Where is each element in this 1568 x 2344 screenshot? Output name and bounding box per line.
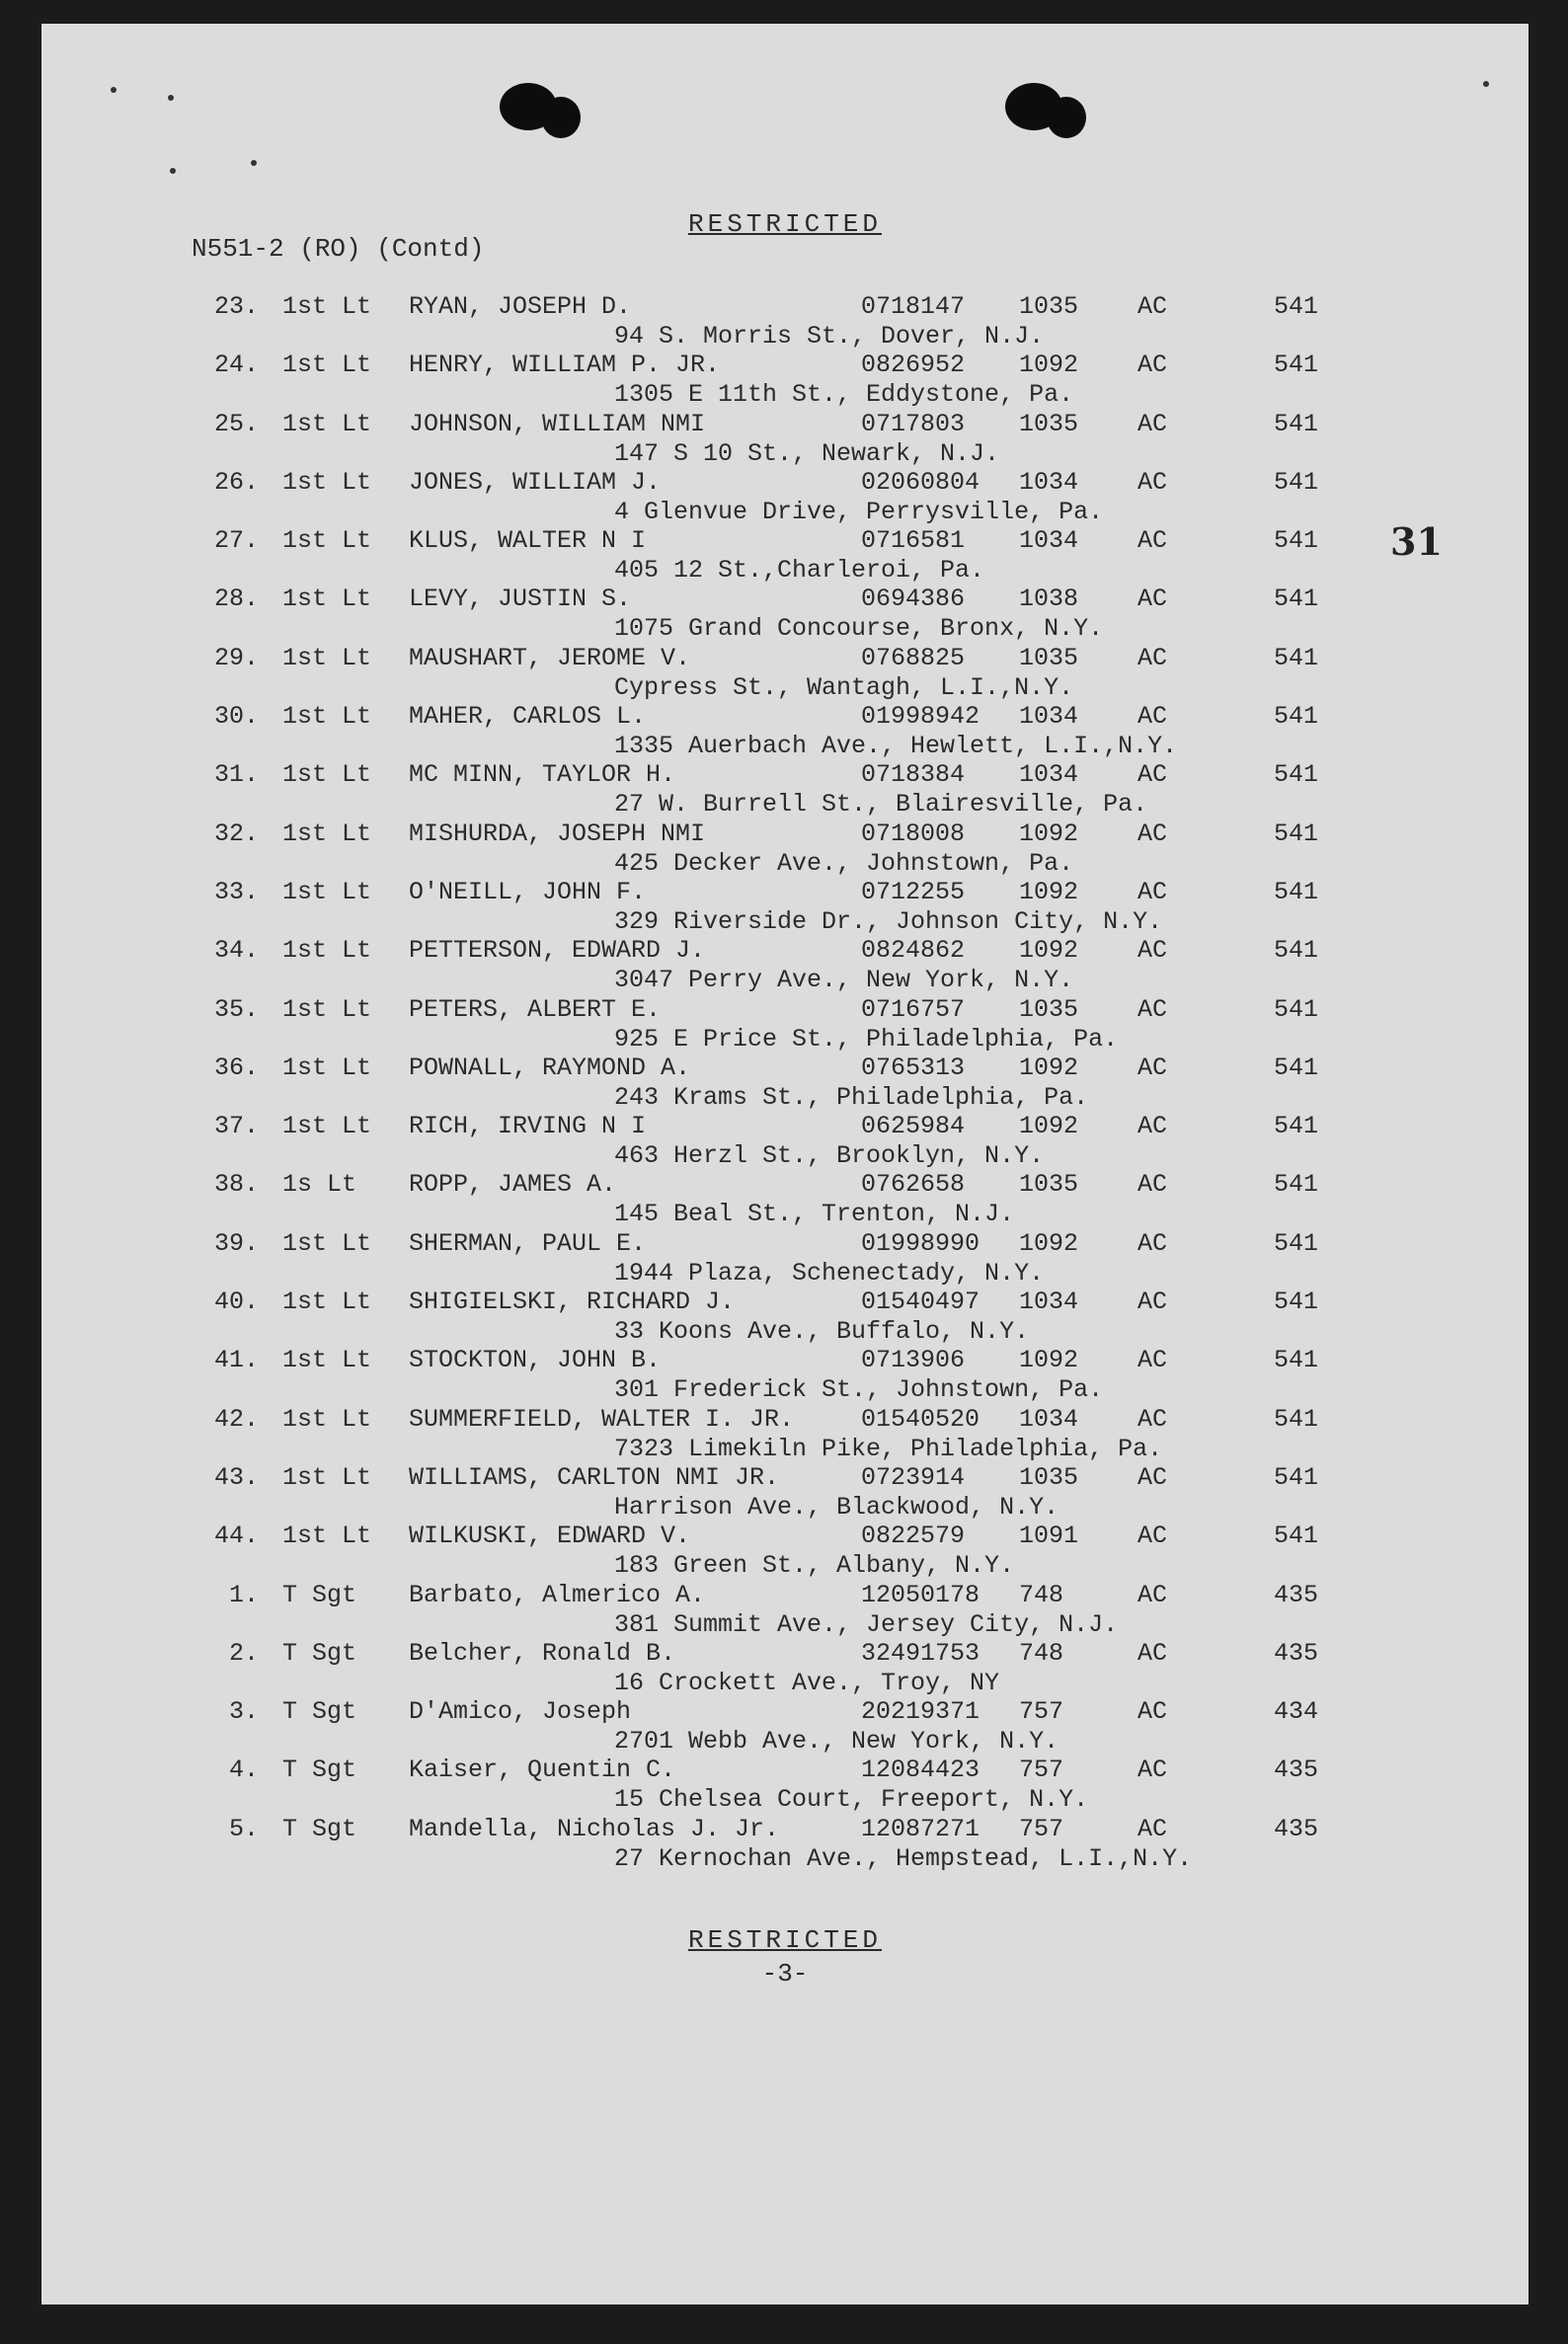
entry-name: WILLIAMS, CARLTON NMI JR. — [409, 1462, 780, 1492]
entry-address: 147 S 10 St., Newark, N.J. — [614, 438, 1000, 468]
entry-code: 1092 — [1019, 1346, 1079, 1375]
entry-branch: AC — [1137, 1462, 1168, 1492]
entry-serial: 02060804 — [861, 467, 980, 497]
entry-name: Barbato, Almerico A. — [409, 1580, 706, 1609]
entry-branch: AC — [1137, 1053, 1168, 1082]
entry-num: 29. — [213, 643, 259, 672]
entry-num: 30. — [213, 702, 259, 732]
entry-code: 1092 — [1019, 877, 1079, 906]
entry-rank: 1st Lt — [282, 1288, 372, 1317]
entry-mos: 541 — [1274, 994, 1319, 1024]
entry-rank: 1st Lt — [282, 526, 372, 556]
entry-branch: AC — [1137, 1522, 1168, 1551]
entry-serial: 0694386 — [861, 585, 966, 614]
entry-address: 4 Glenvue Drive, Perrysville, Pa. — [614, 497, 1104, 526]
entry-num: 28. — [213, 585, 259, 614]
entry-address: Harrison Ave., Blackwood, N.Y. — [614, 1492, 1059, 1522]
entry-serial: 0824862 — [861, 936, 966, 966]
entry-serial: 32491753 — [861, 1638, 980, 1668]
entry-rank: 1st Lt — [282, 936, 372, 966]
speck — [1483, 81, 1489, 87]
entry-code: 1092 — [1019, 351, 1079, 380]
entry-name: Belcher, Ronald B. — [409, 1638, 676, 1668]
entry-address: 301 Frederick St., Johnstown, Pa. — [614, 1375, 1104, 1405]
entry-branch: AC — [1137, 702, 1168, 732]
entry-name: RICH, IRVING N I — [409, 1112, 647, 1141]
entry-branch: AC — [1137, 1638, 1168, 1668]
entry-num: 44. — [213, 1522, 259, 1551]
entry-code: 1034 — [1019, 760, 1079, 790]
page-number: -3- — [761, 1959, 809, 1989]
entry-mos: 541 — [1274, 877, 1319, 906]
roster-entry — [41, 581, 1529, 644]
entry-num: 31. — [213, 760, 259, 790]
roster-entry — [41, 932, 1529, 995]
speck — [251, 160, 257, 166]
entry-code: 1092 — [1019, 936, 1079, 966]
entry-num: 40. — [213, 1288, 259, 1317]
roster-entry — [41, 816, 1529, 878]
entry-code: 1034 — [1019, 526, 1079, 556]
entry-rank: T Sgt — [282, 1756, 357, 1785]
roster-entry — [41, 1401, 1529, 1463]
entry-address: 1305 E 11th St., Eddystone, Pa. — [614, 380, 1074, 410]
entry-branch: AC — [1137, 819, 1168, 848]
entry-serial: 0718384 — [861, 760, 966, 790]
entry-branch: AC — [1137, 643, 1168, 672]
entry-code: 1092 — [1019, 1053, 1079, 1082]
entry-name: PETTERSON, EDWARD J. — [409, 936, 706, 966]
entry-branch: AC — [1137, 877, 1168, 906]
entry-address: 7323 Limekiln Pike, Philadelphia, Pa. — [614, 1434, 1163, 1463]
entry-name: STOCKTON, JOHN B. — [409, 1346, 662, 1375]
entry-branch: AC — [1137, 1346, 1168, 1375]
entry-rank: 1st Lt — [282, 585, 372, 614]
entry-mos: 435 — [1274, 1814, 1319, 1843]
entry-serial: 0713906 — [861, 1346, 966, 1375]
entry-rank: T Sgt — [282, 1580, 357, 1609]
entry-mos: 434 — [1274, 1697, 1319, 1727]
entry-address: 2701 Webb Ave., New York, N.Y. — [614, 1727, 1059, 1757]
entry-code: 748 — [1019, 1580, 1064, 1609]
roster-entry — [41, 1225, 1529, 1288]
entry-address: 329 Riverside Dr., Johnson City, N.Y. — [614, 906, 1163, 936]
entry-name: KLUS, WALTER N I — [409, 526, 647, 556]
entry-rank: 1st Lt — [282, 292, 372, 321]
roster-entry — [41, 1284, 1529, 1347]
restricted-header: RESTRICTED — [687, 209, 883, 239]
entry-mos: 541 — [1274, 467, 1319, 497]
entry-code: 1034 — [1019, 702, 1079, 732]
entry-branch: AC — [1137, 467, 1168, 497]
roster-entry — [41, 406, 1529, 468]
entry-rank: 1s Lt — [282, 1170, 357, 1200]
entry-code: 757 — [1019, 1756, 1064, 1785]
entry-mos: 435 — [1274, 1756, 1319, 1785]
entry-branch: AC — [1137, 1112, 1168, 1141]
entry-branch: AC — [1137, 1288, 1168, 1317]
entry-name: POWNALL, RAYMOND A. — [409, 1053, 691, 1082]
entry-name: Mandella, Nicholas J. Jr. — [409, 1814, 780, 1843]
entry-address: 16 Crockett Ave., Troy, NY — [614, 1668, 1000, 1697]
roster-entry — [41, 1459, 1529, 1522]
roster-entry — [41, 1577, 1529, 1639]
entry-serial: 12050178 — [861, 1580, 980, 1609]
entry-name: HENRY, WILLIAM P. JR. — [409, 351, 721, 380]
entry-name: PETERS, ALBERT E. — [409, 994, 662, 1024]
entry-code: 757 — [1019, 1697, 1064, 1727]
document-reference: N551-2 (RO) (Contd) — [192, 234, 485, 264]
entry-mos: 541 — [1274, 351, 1319, 380]
roster-entry — [41, 464, 1529, 526]
entry-code: 1034 — [1019, 1288, 1079, 1317]
entry-serial: 0768825 — [861, 643, 966, 672]
entry-branch: AC — [1137, 1170, 1168, 1200]
entry-name: LEVY, JUSTIN S. — [409, 585, 632, 614]
roster-entry — [41, 698, 1529, 761]
entry-rank: T Sgt — [282, 1814, 357, 1843]
entry-code: 757 — [1019, 1814, 1064, 1843]
entry-code: 1092 — [1019, 1228, 1079, 1258]
entry-mos: 541 — [1274, 1053, 1319, 1082]
roster-entry — [41, 1811, 1529, 1873]
entry-mos: 435 — [1274, 1638, 1319, 1668]
entry-branch: AC — [1137, 1814, 1168, 1843]
entry-num: 37. — [213, 1112, 259, 1141]
entry-serial: 0712255 — [861, 877, 966, 906]
entry-name: SHIGIELSKI, RICHARD J. — [409, 1288, 736, 1317]
entry-mos: 541 — [1274, 526, 1319, 556]
roster-entry — [41, 522, 1529, 586]
entry-address: 381 Summit Ave., Jersey City, N.J. — [614, 1609, 1119, 1639]
entry-name: JONES, WILLIAM J. — [409, 467, 662, 497]
entry-branch: AC — [1137, 936, 1168, 966]
entry-address: 243 Krams St., Philadelphia, Pa. — [614, 1082, 1089, 1112]
entry-num: 34. — [213, 936, 259, 966]
entry-serial: 0826952 — [861, 351, 966, 380]
entry-mos: 541 — [1274, 292, 1319, 321]
entry-serial: 0762658 — [861, 1170, 966, 1200]
entry-num: 43. — [213, 1462, 259, 1492]
entry-mos: 541 — [1274, 409, 1319, 438]
entry-name: MAHER, CARLOS L. — [409, 702, 647, 732]
document-page — [41, 24, 1529, 2305]
entry-rank: T Sgt — [282, 1638, 357, 1668]
entry-rank: T Sgt — [282, 1697, 357, 1727]
entry-mos: 541 — [1274, 1288, 1319, 1317]
roster-entry — [41, 1752, 1529, 1815]
entry-branch: AC — [1137, 351, 1168, 380]
entry-num: 33. — [213, 877, 259, 906]
entry-serial: 01998942 — [861, 702, 980, 732]
entry-code: 1092 — [1019, 819, 1079, 848]
entry-num: 23. — [213, 292, 259, 321]
entry-address: 94 S. Morris St., Dover, N.J. — [614, 322, 1045, 351]
entry-rank: 1st Lt — [282, 643, 372, 672]
entry-num: 41. — [213, 1346, 259, 1375]
entry-name: MC MINN, TAYLOR H. — [409, 760, 676, 790]
entry-num: 27. — [213, 526, 259, 556]
entry-address: 1944 Plaza, Schenectady, N.Y. — [614, 1258, 1045, 1288]
entry-code: 1035 — [1019, 1170, 1079, 1200]
entry-address: 27 Kernochan Ave., Hempstead, L.I.,N.Y. — [614, 1843, 1193, 1873]
entry-branch: AC — [1137, 1580, 1168, 1609]
roster-entry — [41, 874, 1529, 936]
entry-num: 2. — [228, 1638, 259, 1668]
entry-rank: 1st Lt — [282, 1053, 372, 1082]
entry-name: RYAN, JOSEPH D. — [409, 292, 632, 321]
entry-mos: 541 — [1274, 1346, 1319, 1375]
entry-num: 25. — [213, 409, 259, 438]
entry-address: 425 Decker Ave., Johnstown, Pa. — [614, 848, 1074, 878]
roster-entry — [41, 1166, 1529, 1229]
entry-num: 39. — [213, 1228, 259, 1258]
entry-serial: 0723914 — [861, 1462, 966, 1492]
entry-num: 26. — [213, 467, 259, 497]
entry-branch: AC — [1137, 1697, 1168, 1727]
roster-entry — [41, 1518, 1529, 1581]
entry-serial: 0718008 — [861, 819, 966, 848]
entry-address: 1075 Grand Concourse, Bronx, N.Y. — [614, 614, 1104, 644]
entry-num: 5. — [228, 1814, 259, 1843]
restricted-footer: RESTRICTED — [687, 1925, 883, 1955]
entry-mos: 541 — [1274, 1112, 1319, 1141]
entry-rank: 1st Lt — [282, 351, 372, 380]
entry-branch: AC — [1137, 994, 1168, 1024]
entry-rank: 1st Lt — [282, 1404, 372, 1434]
entry-address: 15 Chelsea Court, Freeport, N.Y. — [614, 1785, 1089, 1815]
speck — [170, 168, 176, 174]
punch-hole-left-b — [541, 97, 581, 138]
entry-name: ROPP, JAMES A. — [409, 1170, 617, 1200]
roster-entry — [41, 1050, 1529, 1112]
entry-code: 1035 — [1019, 643, 1079, 672]
entry-mos: 541 — [1274, 819, 1319, 848]
roster-entry — [41, 1635, 1529, 1697]
entry-mos: 435 — [1274, 1580, 1319, 1609]
entry-mos: 541 — [1274, 643, 1319, 672]
entry-mos: 541 — [1274, 1404, 1319, 1434]
entry-serial: 0765313 — [861, 1053, 966, 1082]
entry-serial: 01998990 — [861, 1228, 980, 1258]
roster-entry — [41, 640, 1529, 702]
entry-mos: 541 — [1274, 585, 1319, 614]
entry-branch: AC — [1137, 585, 1168, 614]
roster-entry — [41, 991, 1529, 1054]
entry-mos: 541 — [1274, 936, 1319, 966]
entry-rank: 1st Lt — [282, 1346, 372, 1375]
entry-num: 4. — [228, 1756, 259, 1785]
entry-branch: AC — [1137, 1756, 1168, 1785]
entry-serial: 0716757 — [861, 994, 966, 1024]
entry-address: 27 W. Burrell St., Blairesville, Pa. — [614, 790, 1148, 820]
entry-num: 35. — [213, 994, 259, 1024]
entry-mos: 541 — [1274, 1170, 1319, 1200]
entry-name: SHERMAN, PAUL E. — [409, 1228, 647, 1258]
entry-num: 38. — [213, 1170, 259, 1200]
entry-address: 463 Herzl St., Brooklyn, N.Y. — [614, 1141, 1045, 1171]
entry-num: 1. — [228, 1580, 259, 1609]
entry-address: 405 12 St.,Charleroi, Pa. — [614, 556, 985, 586]
entry-code: 1091 — [1019, 1522, 1079, 1551]
entry-name: O'NEILL, JOHN F. — [409, 877, 647, 906]
entry-rank: 1st Lt — [282, 409, 372, 438]
entry-name: D'Amico, Joseph — [409, 1697, 632, 1727]
roster-entry — [41, 288, 1529, 351]
entry-rank: 1st Lt — [282, 467, 372, 497]
entry-address: 1335 Auerbach Ave., Hewlett, L.I.,N.Y. — [614, 732, 1178, 761]
roster-entry — [41, 756, 1529, 820]
roster-entry — [41, 347, 1529, 410]
entry-name: MAUSHART, JEROME V. — [409, 643, 691, 672]
entry-num: 36. — [213, 1053, 259, 1082]
entry-name: MISHURDA, JOSEPH NMI — [409, 819, 706, 848]
entry-rank: 1st Lt — [282, 1228, 372, 1258]
entry-branch: AC — [1137, 760, 1168, 790]
entry-code: 1034 — [1019, 467, 1079, 497]
entry-rank: 1st Lt — [282, 1522, 372, 1551]
entry-rank: 1st Lt — [282, 994, 372, 1024]
roster-list — [41, 288, 1529, 1873]
entry-serial: 12087271 — [861, 1814, 980, 1843]
entry-rank: 1st Lt — [282, 819, 372, 848]
entry-serial: 0625984 — [861, 1112, 966, 1141]
entry-branch: AC — [1137, 292, 1168, 321]
entry-serial: 20219371 — [861, 1697, 980, 1727]
entry-mos: 541 — [1274, 760, 1319, 790]
roster-entry — [41, 1108, 1529, 1171]
entry-address: 925 E Price St., Philadelphia, Pa. — [614, 1024, 1119, 1054]
entry-code: 1035 — [1019, 292, 1079, 321]
entry-num: 42. — [213, 1404, 259, 1434]
entry-rank: 1st Lt — [282, 1112, 372, 1141]
entry-code: 1034 — [1019, 1404, 1079, 1434]
entry-serial: 12084423 — [861, 1756, 980, 1785]
speck — [111, 87, 117, 93]
entry-serial: 0822579 — [861, 1522, 966, 1551]
entry-address: 33 Koons Ave., Buffalo, N.Y. — [614, 1317, 1030, 1347]
entry-mos: 541 — [1274, 702, 1319, 732]
entry-rank: 1st Lt — [282, 877, 372, 906]
entry-address: 3047 Perry Ave., New York, N.Y. — [614, 966, 1074, 995]
page-stamp-number: 31 — [1390, 519, 1443, 564]
roster-entry — [41, 1693, 1529, 1757]
entry-rank: 1st Lt — [282, 702, 372, 732]
entry-branch: AC — [1137, 1228, 1168, 1258]
entry-name: JOHNSON, WILLIAM NMI — [409, 409, 706, 438]
entry-mos: 541 — [1274, 1228, 1319, 1258]
entry-serial: 01540497 — [861, 1288, 980, 1317]
entry-mos: 541 — [1274, 1522, 1319, 1551]
entry-serial: 0717803 — [861, 409, 966, 438]
entry-code: 1038 — [1019, 585, 1079, 614]
entry-num: 3. — [228, 1697, 259, 1727]
entry-serial: 0718147 — [861, 292, 966, 321]
entry-branch: AC — [1137, 1404, 1168, 1434]
entry-code: 748 — [1019, 1638, 1064, 1668]
entry-num: 32. — [213, 819, 259, 848]
entry-code: 1035 — [1019, 994, 1079, 1024]
entry-address: 183 Green St., Albany, N.Y. — [614, 1551, 1015, 1581]
entry-code: 1035 — [1019, 1462, 1079, 1492]
entry-num: 24. — [213, 351, 259, 380]
entry-branch: AC — [1137, 409, 1168, 438]
entry-branch: AC — [1137, 526, 1168, 556]
speck — [168, 95, 174, 101]
entry-address: Cypress St., Wantagh, L.I.,N.Y. — [614, 672, 1074, 702]
entry-address: 145 Beal St., Trenton, N.J. — [614, 1200, 1015, 1229]
entry-rank: 1st Lt — [282, 1462, 372, 1492]
entry-serial: 0716581 — [861, 526, 966, 556]
entry-serial: 01540520 — [861, 1404, 980, 1434]
entry-code: 1092 — [1019, 1112, 1079, 1141]
entry-mos: 541 — [1274, 1462, 1319, 1492]
entry-name: SUMMERFIELD, WALTER I. JR. — [409, 1404, 795, 1434]
entry-rank: 1st Lt — [282, 760, 372, 790]
entry-name: WILKUSKI, EDWARD V. — [409, 1522, 691, 1551]
roster-entry — [41, 1342, 1529, 1405]
entry-name: Kaiser, Quentin C. — [409, 1756, 676, 1785]
entry-code: 1035 — [1019, 409, 1079, 438]
punch-hole-right-b — [1047, 97, 1086, 138]
